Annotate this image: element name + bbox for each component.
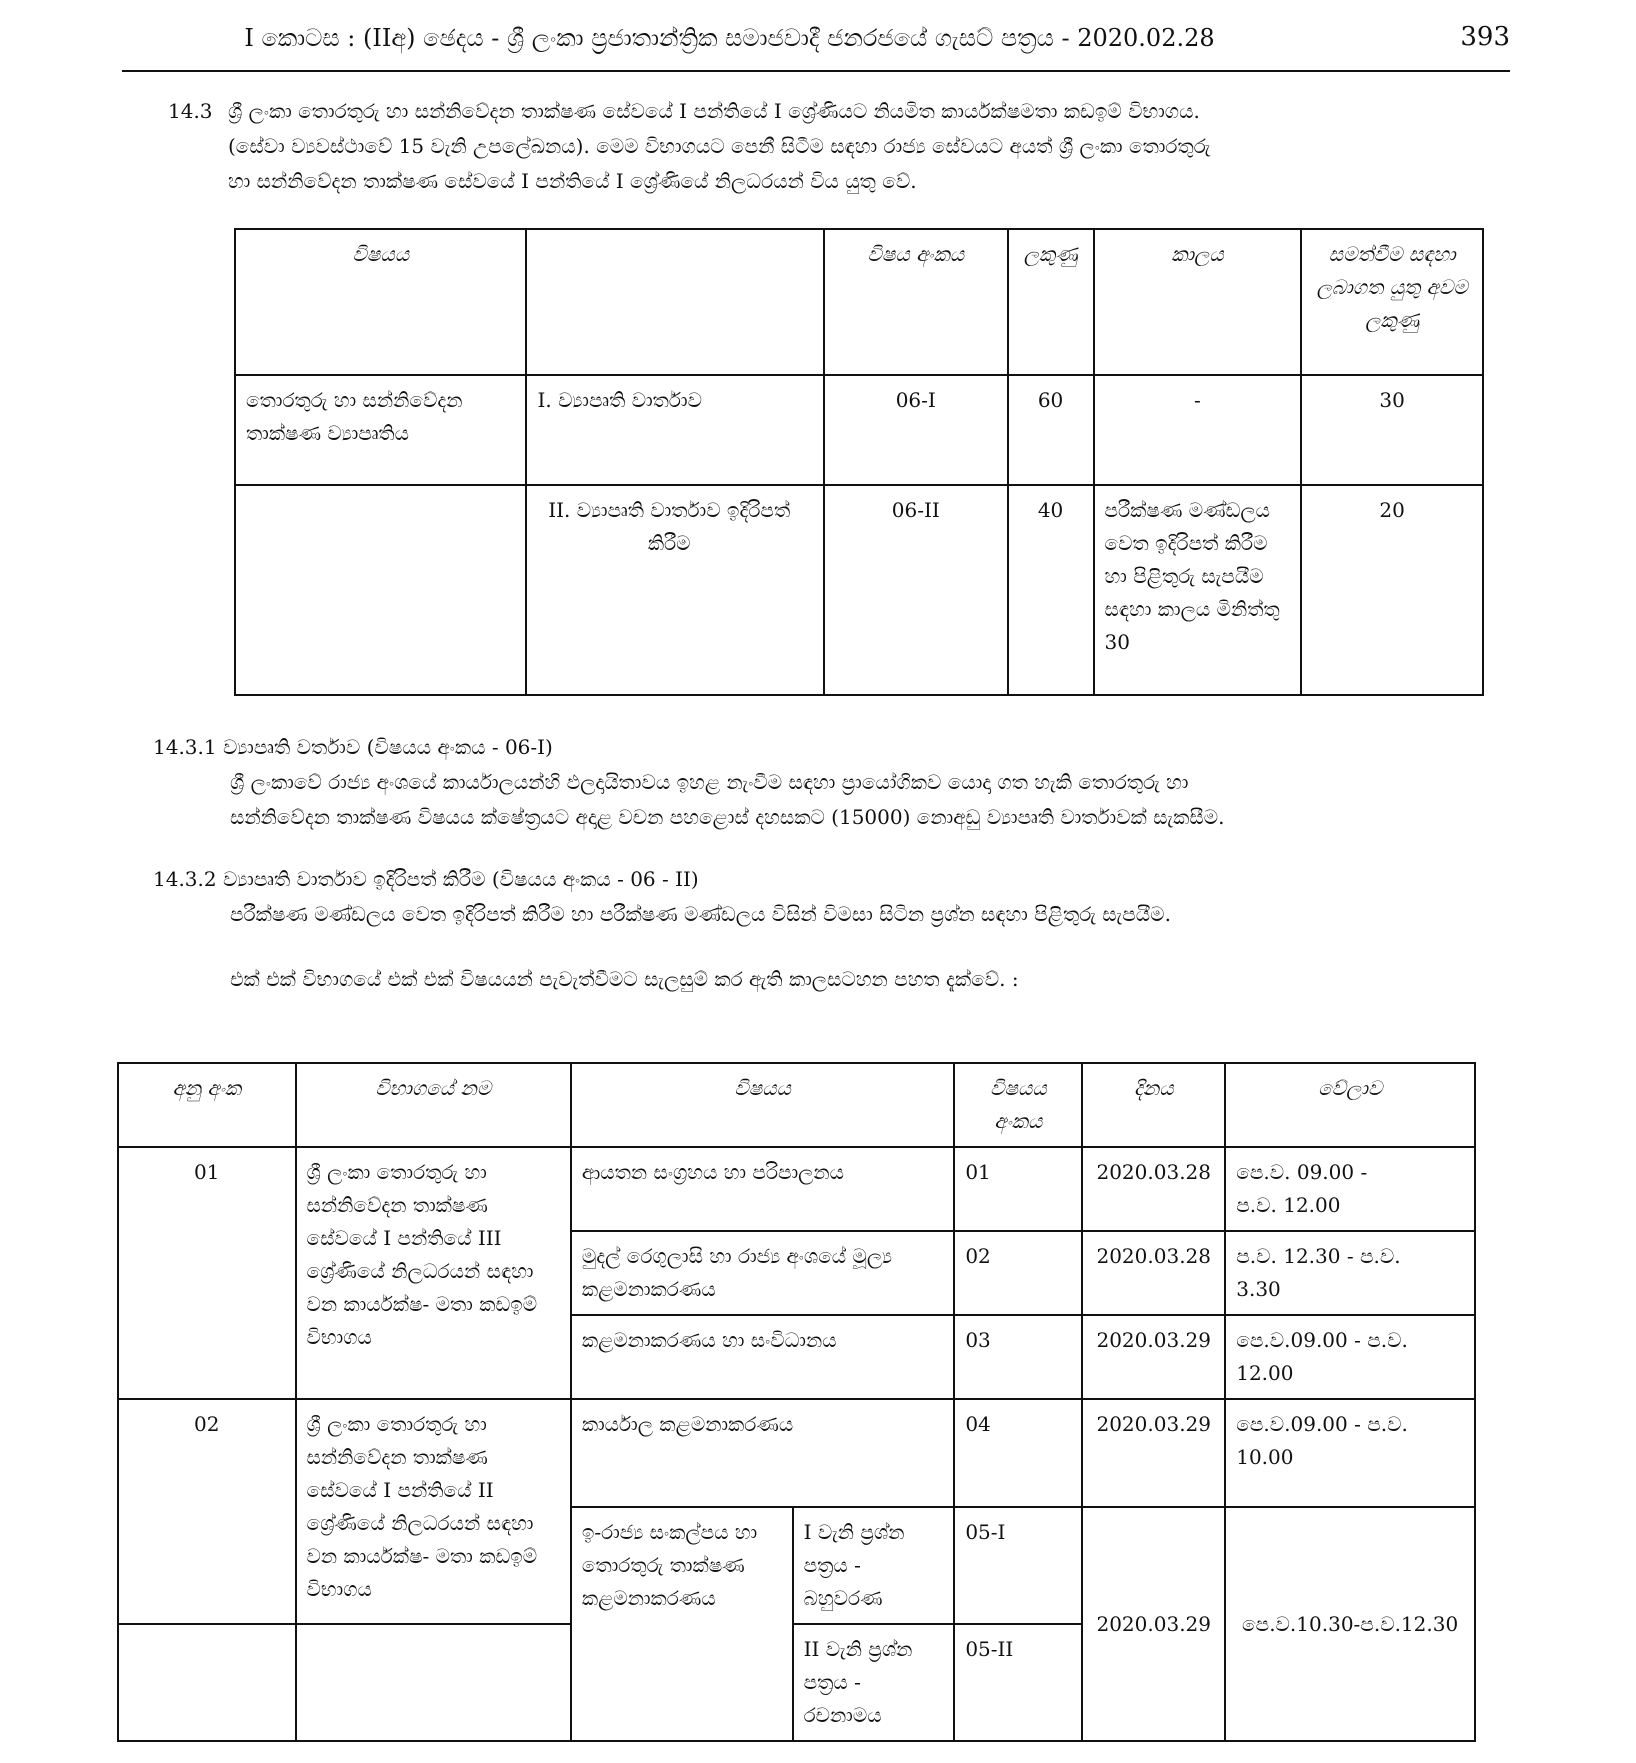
section-line: සන්නිවේදන තාක්ෂණ විෂයය ක්ෂේත්‍රයට අදාළ වචන පහළොස් දහසකට (15000) නොඅඩු ව්‍යාපෘති වාර්තාවක් සැකසීම. (230, 805, 1225, 829)
cell-code: 01 (954, 1147, 1082, 1231)
cell-date: 2020.03.28 (1082, 1147, 1225, 1231)
timetable-table (117, 1062, 1476, 1742)
section-line: ශ්‍රී ලංකාවේ රාජ්‍ය අංශයේ කාර්යාලයන්හි ඵලදායිතාවය ඉහළ නැංවීම සඳහා ප්‍රායෝගිකව යොදා ගත හැකි තොරතුරු හා (230, 770, 1189, 794)
section-heading: 14.3.1 ව්‍යාපෘති වර්තාව (විෂයය අංකය - 06-I) (153, 735, 553, 759)
cell-min-marks: 20 (1301, 485, 1483, 695)
cell-part: I. ව්‍යාපෘති වාර්තාව (526, 375, 823, 485)
cell-time: - (1094, 375, 1302, 485)
cell-exam-name: ශ්‍රී ලංකා තොරතුරු හා සන්නිවේදන තාක්ෂණ සේවයේ I පන්තියේ III ශ්‍රේණියේ නිලධරයන් සඳහා වන කාර්යක්ෂ- මතා කඩඉම් විභාගය (296, 1147, 571, 1399)
table-header-row (118, 1063, 1475, 1147)
section-heading: 14.3.2 ව්‍යාපෘති වාර්තාව ඉදිරිපත් කිරීම (විෂයය අංකය - 06 - II) (153, 867, 699, 891)
cell-time: ප.ව. 12.30 - ප.ව. 3.30 (1225, 1231, 1475, 1315)
cell-subject: කළමනාකරණය හා සංවිධානය (571, 1315, 954, 1399)
subjects-table (234, 228, 1484, 696)
cell-exam-name: ශ්‍රී ලංකා තොරතුරු හා සන්නිවේදන තාක්ෂණ සේවයේ I පන්තියේ II ශ්‍රේණියේ නිලධරයන් සඳහා වන කාර්යක්ෂ- මතා කඩඉම් විභාගය (296, 1399, 571, 1624)
cell-code: 04 (954, 1399, 1082, 1507)
cell-subject: මුදල් රෙගුලාසි හා රාජ්‍ය අංශයේ මූල්‍ය කළමනාකරණය (571, 1231, 954, 1315)
cell-code: 02 (954, 1231, 1082, 1315)
cell-exam-name-empty (296, 1624, 571, 1741)
col-header: විෂයය (571, 1063, 954, 1147)
page-number: 393 (1460, 22, 1510, 52)
cell-date: 2020.03.28 (1082, 1231, 1225, 1315)
col-header: කාලය (1094, 229, 1302, 375)
cell-time: පරීක්ෂණ මණ්ඩලය වෙත ඉදිරිපත් කිරීම හා පිළිතුරු සැපයීම සඳහා කාලය මිනිත්තු 30 (1094, 485, 1302, 695)
timetable-intro: එක් එක් විභාගයේ එක් එක් විෂයයන් පැවැත්වීමට සැලසුම් කර ඇති කාලසටහන පහත දැක්වේ. : (230, 967, 1019, 991)
cell-subject: ඉ-රාජ්‍ය සංකල්පය හා තොරතුරු තාක්ෂණ කළමනාකරණය (571, 1507, 793, 1741)
col-header: විභාගයේ නම (296, 1063, 571, 1147)
col-header: ලකුණු (1008, 229, 1094, 375)
col-header: දිනය (1082, 1063, 1225, 1147)
cell-code: 06-I (824, 375, 1008, 485)
cell-marks: 40 (1008, 485, 1094, 695)
section-line: පරීක්ෂණ මණ්ඩලය වෙත ඉදිරිපත් කිරීම හා පරීක්ෂණ මණ්ඩලය විසින් විමසා සිටින ප්‍රශ්න සඳහා පිළිතුරු සැපයීම. (230, 902, 1171, 926)
col-header: විෂය අංකය (824, 229, 1008, 375)
cell-code: 03 (954, 1315, 1082, 1399)
section-14-3 (168, 94, 1508, 199)
cell-time: පෙ.ව.10.30-ප.ව.12.30 (1225, 1507, 1475, 1741)
section-14-3-1 (153, 730, 1513, 835)
gazette-title: I කොටස : (IIඅ) ඡෙදය - ශ්‍රී ලංකා ප්‍රජාතාන්ත්‍රික සමාජවාදී ජනරජයේ ගැසට් පත්‍රය - 2020.02.28 (244, 24, 1215, 52)
gazette-header (122, 18, 1510, 72)
table-row (118, 1399, 1475, 1507)
col-header: විෂයය අංකය (954, 1063, 1082, 1147)
cell-subject: ආයතන සංග්‍රහය හා පරිපාලනය (571, 1147, 954, 1231)
col-header: විෂයය (235, 229, 526, 375)
cell-paper: II වැනි ප්‍රශ්න පත්‍රය - රචනාමය (793, 1624, 955, 1741)
col-header: අනු අංක (118, 1063, 296, 1147)
cell-date: 2020.03.29 (1082, 1315, 1225, 1399)
col-header: සමත්වීම සඳහා ලබාගත යුතු අවම ලකුණු (1301, 229, 1483, 375)
cell-code: 05-I (954, 1507, 1082, 1624)
cell-subject (235, 485, 526, 695)
cell-marks: 60 (1008, 375, 1094, 485)
cell-time: පෙ.ව.09.00 - ප.ව. 12.00 (1225, 1315, 1475, 1399)
table-row (235, 375, 1483, 485)
cell-serial-empty (118, 1624, 296, 1741)
cell-subject: කාර්යාල කළමනාකරණය (571, 1399, 954, 1507)
section-line: හා සන්නිවේදන තාක්ෂණ සේවයේ I පන්තියේ I ශ්‍රේණියේ නිලධරයන් විය යුතු වේ. (228, 169, 917, 193)
cell-subject: තොරතුරු හා සන්නිවේදන තාක්ෂණ ව්‍යාපෘතිය (235, 375, 526, 485)
table-header-row (235, 229, 1483, 375)
col-header (526, 229, 823, 375)
cell-code: 06-II (824, 485, 1008, 695)
cell-code: 05-II (954, 1624, 1082, 1741)
section-line: ශ්‍රී ලංකා තොරතුරු හා සන්නිවේදන තාක්ෂණ සේවයේ I පන්තියේ I ශ්‍රේණියට නියමිත කාර්යක්ෂමතා කඩඉම් විභාගය. (228, 99, 1200, 123)
cell-time: පෙ.ව. 09.00 - ප.ව. 12.00 (1225, 1147, 1475, 1231)
cell-date: 2020.03.29 (1082, 1507, 1225, 1741)
section-14-3-2 (153, 862, 1513, 932)
section-number: 14.3 (168, 99, 213, 123)
table-row (235, 485, 1483, 695)
cell-serial: 01 (118, 1147, 296, 1399)
cell-time: පෙ.ව.09.00 - ප.ව. 10.00 (1225, 1399, 1475, 1507)
section-line: (සේවා ව්‍යවස්ථාවේ 15 වැනි උපලේඛනය). මෙම විභාගයට පෙනී සිටීම සඳහා රාජ්‍ය සේවයට අයත් ශ්‍රී ලංකා තොරතුරු (228, 134, 1211, 158)
cell-serial: 02 (118, 1399, 296, 1624)
cell-part: II. ව්‍යාපෘති වාර්තාව ඉදිරිපත් කිරීම (526, 485, 823, 695)
cell-date: 2020.03.29 (1082, 1399, 1225, 1507)
cell-min-marks: 30 (1301, 375, 1483, 485)
cell-paper: I වැනි ප්‍රශ්න පත්‍රය - බහුවරණ (793, 1507, 955, 1624)
table-row (118, 1147, 1475, 1231)
col-header: වේලාව (1225, 1063, 1475, 1147)
